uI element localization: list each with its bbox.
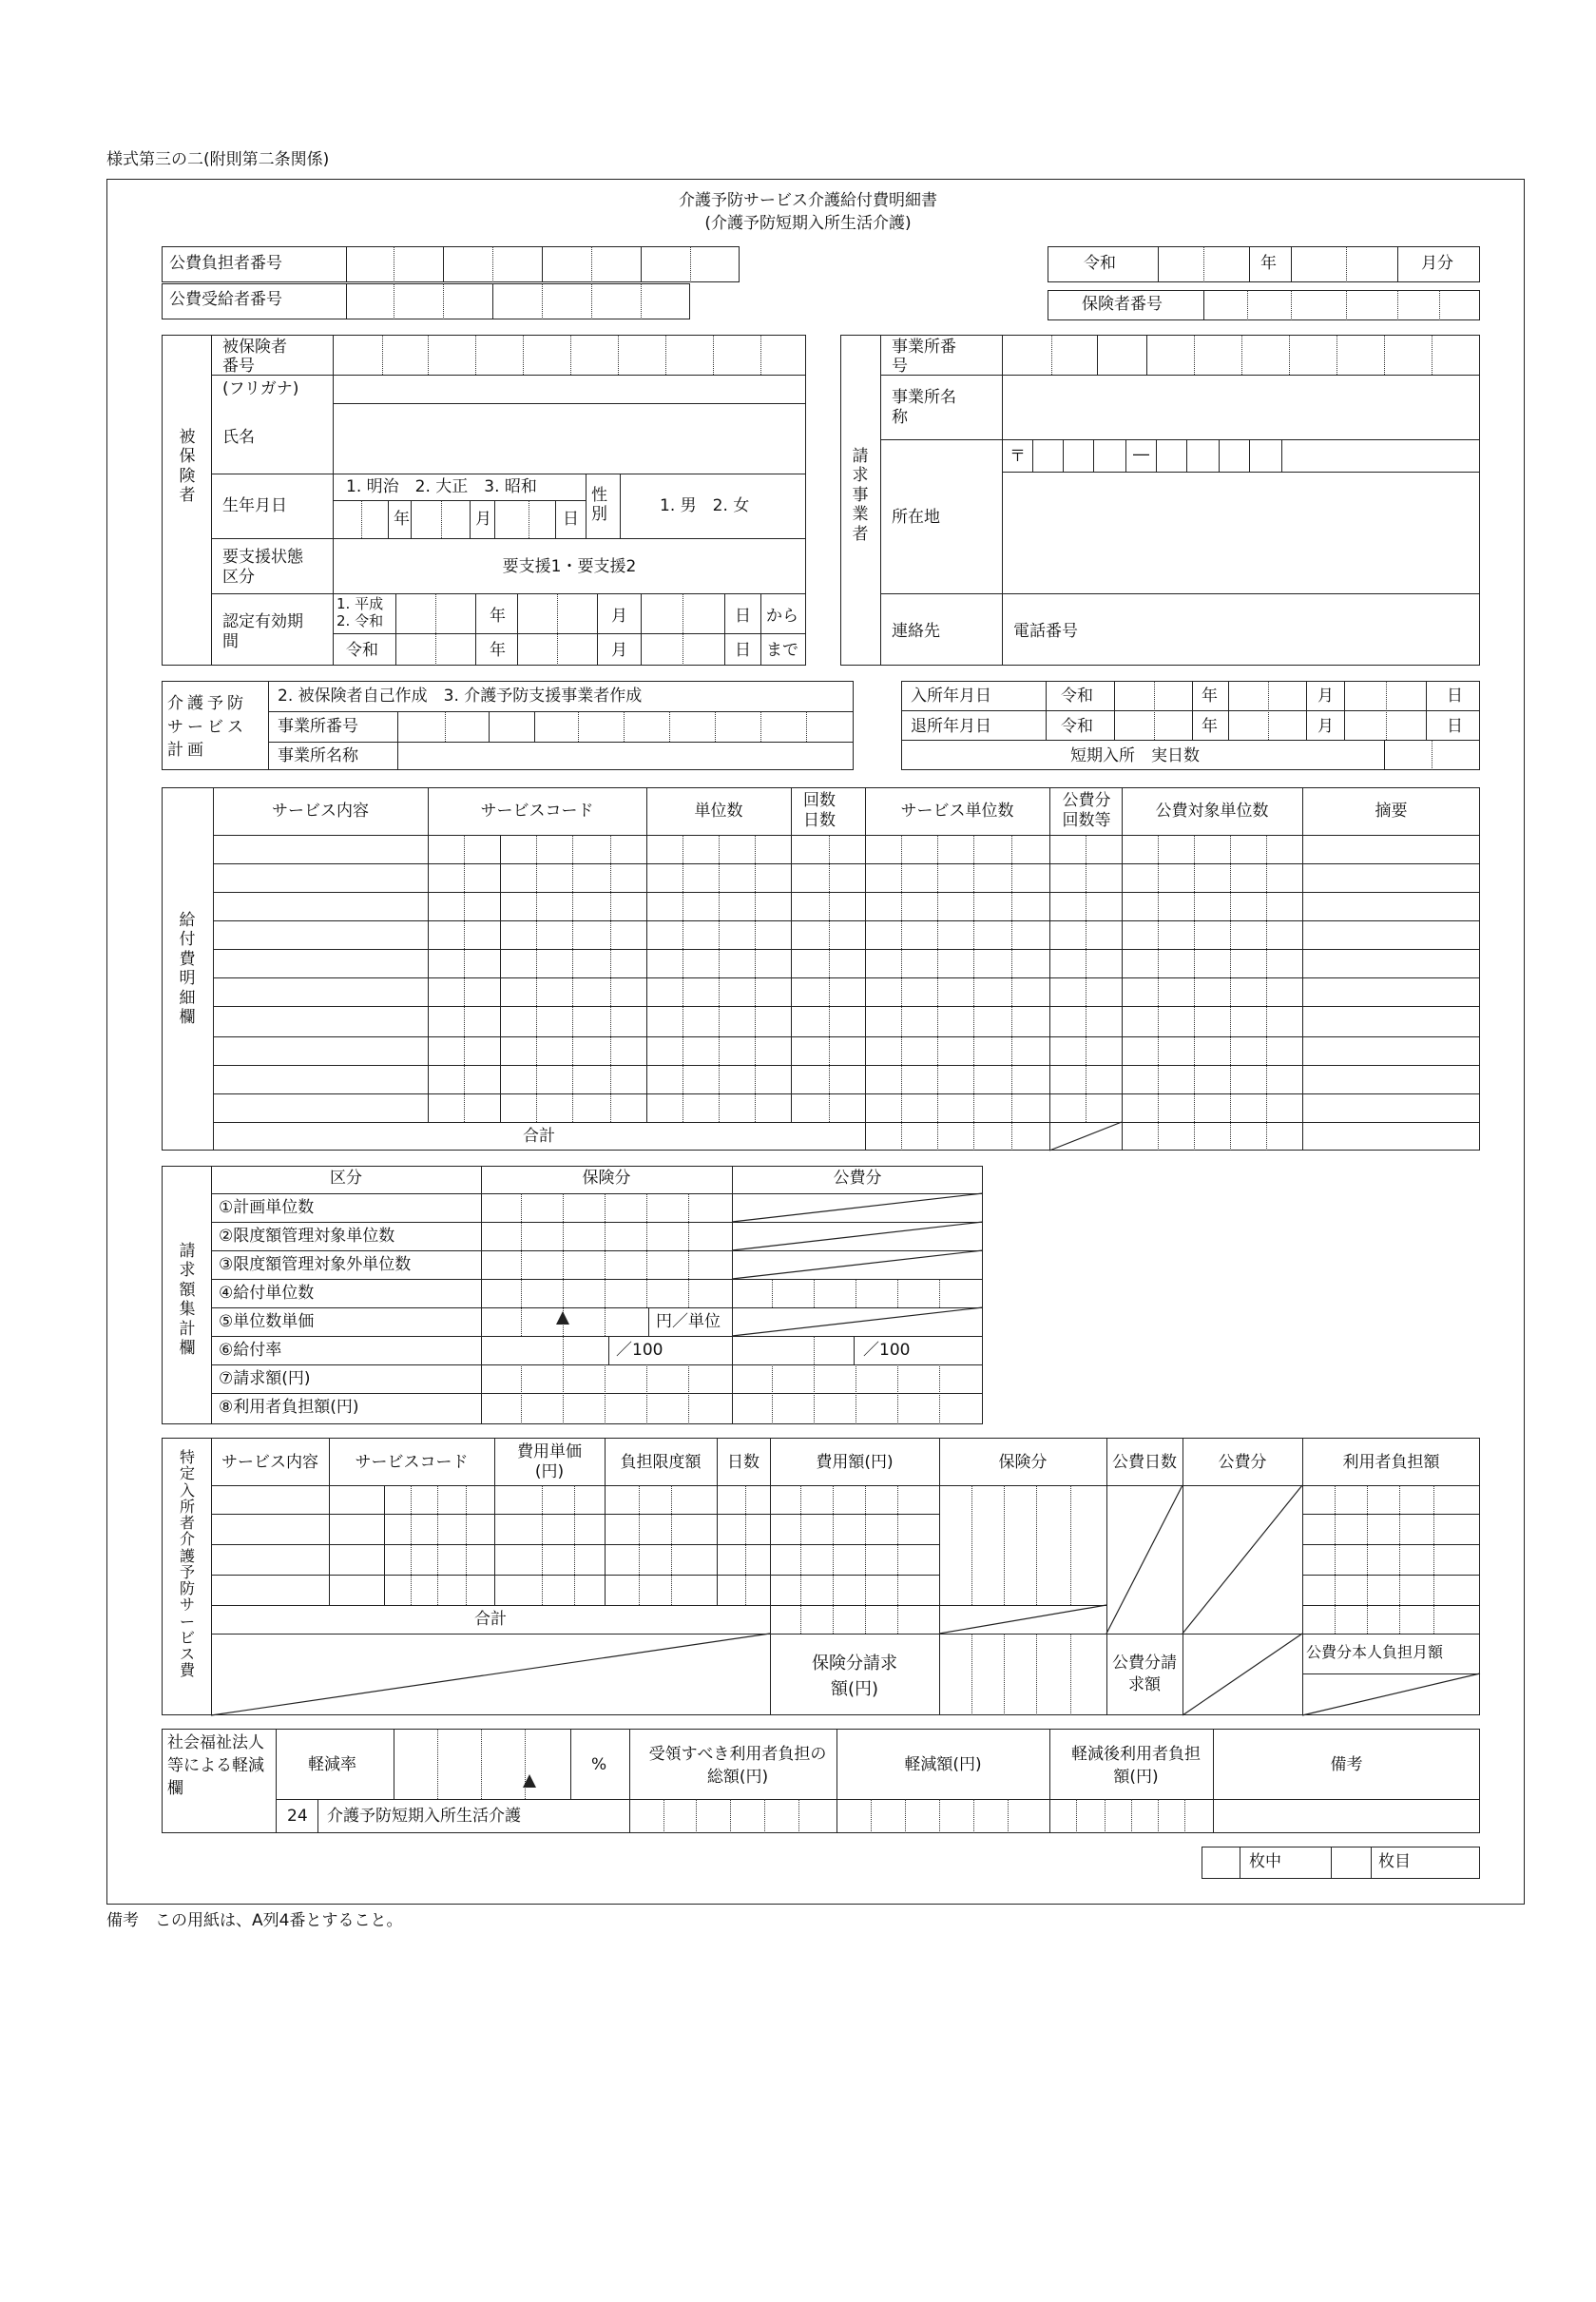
phone-label: 電話番号	[1013, 622, 1078, 641]
form-subtitle: (介護予防短期入所生活介護)	[704, 214, 912, 233]
plan-office-name-input[interactable]	[398, 743, 854, 770]
provider-office-no-input[interactable]	[1003, 335, 1480, 375]
detail-header-public-units: 公費対象単位数	[1155, 802, 1269, 821]
detail-total-label: 合計	[523, 1127, 555, 1146]
special-header-days: 日数	[727, 1453, 760, 1472]
special-insurance-claim-input[interactable]	[940, 1635, 1106, 1715]
service-type-name: 介護予防短期入所生活介護	[327, 1807, 521, 1826]
birth-month-label: 月	[475, 510, 491, 529]
name-label: 氏名	[222, 428, 255, 447]
valid-end-month-label: 月	[611, 641, 627, 660]
public-recipient-no-input[interactable]	[347, 283, 690, 319]
valid-start-month-label: 月	[611, 607, 627, 626]
provider-section-label: 請求事業者	[852, 447, 869, 544]
provider-office-no-label: 事業所番号	[892, 338, 956, 376]
claim-row-benefit-units: ④給付単位数	[219, 1284, 315, 1303]
billing-month-input[interactable]	[1292, 246, 1397, 282]
valid-start-day-label: 日	[735, 607, 751, 626]
yen-per-unit-label: 円／単位	[656, 1312, 721, 1331]
special-header-unit-cost: 費用単価(円)	[517, 1442, 582, 1482]
detail-header-times: 回数日数	[803, 791, 836, 831]
special-header-public-days: 公費日数	[1112, 1453, 1177, 1472]
public-payer-no-input[interactable]	[347, 246, 740, 282]
insured-section-label: 被保険者	[179, 428, 196, 506]
pages-total-input[interactable]	[1202, 1847, 1240, 1879]
plan-office-name-label: 事業所名称	[278, 746, 358, 765]
billing-year-input[interactable]	[1159, 246, 1249, 282]
discharge-month-label: 月	[1317, 717, 1334, 736]
service-type-code: 24	[287, 1807, 308, 1826]
detail-header-units: 単位数	[694, 802, 743, 821]
claim-row-benefit-rate: ⑥給付率	[219, 1341, 282, 1360]
claim-values-input[interactable]	[482, 1194, 983, 1424]
furigana-label: (フリガナ)	[222, 379, 299, 398]
support-level-label: 要支援状態区分	[222, 548, 303, 588]
detail-rows-input[interactable]	[214, 836, 1480, 1122]
address-input[interactable]	[1003, 473, 1480, 593]
gender-options[interactable]: 1. 男 2. 女	[660, 496, 750, 515]
admit-month-label: 月	[1317, 687, 1334, 706]
welfare-values-input[interactable]	[630, 1800, 1480, 1833]
admit-year-label: 年	[1202, 687, 1218, 706]
form-label: 様式第三の二(附則第二条関係)	[106, 150, 330, 169]
welfare-section-label: 社会福祉法人等による軽減欄	[167, 1733, 264, 1798]
special-insurance-claim-label: 保険分請求額(円)	[812, 1654, 897, 1699]
special-rows-input[interactable]	[212, 1486, 939, 1605]
form-title: 介護予防サービス介護給付費明細書	[679, 191, 937, 210]
valid-period-label: 認定有効期間	[222, 612, 303, 652]
reduction-rate-input[interactable]	[394, 1730, 569, 1799]
postal-dash: ―	[1133, 445, 1149, 464]
claim-header-category: 区分	[330, 1169, 362, 1188]
detail-header-service-units: サービス単位数	[900, 802, 1014, 821]
birth-day-label: 日	[563, 510, 579, 529]
claim-row-plan-units: ①計画単位数	[219, 1198, 315, 1217]
public-payer-no-label: 公費負担者番号	[169, 254, 282, 273]
detail-header-summary: 摘要	[1375, 802, 1408, 821]
valid-from-label: から	[766, 607, 798, 626]
birthdate-eras[interactable]: 1. 明治 2. 大正 3. 昭和	[346, 477, 537, 496]
provider-office-name-input[interactable]	[1003, 375, 1480, 439]
special-section-label: 特定入所者介護予防サービス費	[179, 1448, 195, 1680]
valid-end-year-label: 年	[490, 641, 506, 660]
admit-date-label: 入所年月日	[911, 687, 991, 706]
special-insurance-total-slash	[939, 1605, 1106, 1634]
percent-label: %	[591, 1755, 607, 1774]
provider-office-name-label: 事業所名称	[892, 388, 956, 428]
detail-section-label: 給付費明細欄	[179, 911, 196, 1027]
valid-era-heisei[interactable]: 1. 平成	[337, 595, 384, 612]
actual-days-label: 短期入所 実日数	[1070, 746, 1200, 765]
valid-until-label: まで	[766, 641, 798, 660]
detail-header-code: サービスコード	[480, 802, 594, 821]
postal-mark: 〒	[1010, 447, 1026, 466]
billing-era: 令和	[1084, 254, 1116, 273]
billing-month-label: 月分	[1421, 254, 1453, 273]
reduction-amount-label: 軽減額(円)	[904, 1755, 982, 1774]
claim-row-unit-price: ⑤単位数単価	[219, 1312, 315, 1331]
special-header-code: サービスコード	[355, 1453, 469, 1472]
admit-era: 令和	[1061, 687, 1093, 706]
special-public-self-monthly-label: 公費分本人負担月額	[1306, 1643, 1444, 1661]
claim-row-out-limit-units: ③限度額管理対象外単位数	[219, 1255, 412, 1274]
birth-year-label: 年	[394, 510, 410, 529]
pages-total-label: 枚中	[1249, 1852, 1281, 1871]
detail-header-public-times: 公費分回数等	[1062, 791, 1111, 831]
birthdate-label: 生年月日	[222, 496, 287, 515]
valid-end-era: 令和	[346, 641, 378, 660]
special-self-monthly-slash	[1302, 1673, 1480, 1715]
insurer-no-label: 保険者番号	[1082, 295, 1163, 314]
special-header-limit: 負担限度額	[620, 1453, 702, 1472]
discharge-day-label: 日	[1447, 717, 1463, 736]
valid-era-reiwa[interactable]: 2. 令和	[337, 612, 384, 629]
valid-end-day-label: 日	[735, 641, 751, 660]
claim-row-claim-amount: ⑦請求額(円)	[219, 1369, 311, 1388]
detail-header-service: サービス内容	[272, 802, 369, 821]
claim-section-label: 請求額集計欄	[179, 1242, 196, 1358]
public-recipient-no-label: 公費受給者番号	[169, 290, 282, 309]
claim-row-limit-units: ②限度額管理対象単位数	[219, 1227, 395, 1246]
special-public-claim-label: 公費分請求額	[1112, 1654, 1177, 1694]
insurer-no-input[interactable]	[1204, 290, 1480, 320]
reduction-rate-label: 軽減率	[308, 1755, 356, 1774]
claim-header-public: 公費分	[833, 1169, 882, 1188]
special-bottom-left-slash	[211, 1634, 770, 1715]
support-level-options[interactable]: 要支援1・要支援2	[502, 557, 637, 576]
discharge-year-label: 年	[1202, 717, 1218, 736]
plan-office-no-input[interactable]	[398, 711, 854, 742]
special-header-service: サービス内容	[221, 1453, 318, 1472]
insured-no-input[interactable]	[334, 335, 806, 375]
special-total-label: 合計	[474, 1610, 507, 1629]
special-header-cost: 費用額(円)	[816, 1453, 894, 1472]
discharge-era: 令和	[1061, 717, 1093, 736]
address-label: 所在地	[892, 508, 940, 527]
admit-day-label: 日	[1447, 687, 1463, 706]
page-number-input[interactable]	[1332, 1847, 1371, 1879]
valid-start-year-label: 年	[490, 607, 506, 626]
plan-office-no-label: 事業所番号	[278, 717, 358, 736]
phone-input[interactable]	[1093, 594, 1480, 666]
special-header-user-burden: 利用者負担額	[1342, 1453, 1440, 1472]
page-number-label: 枚目	[1378, 1852, 1411, 1871]
name-input[interactable]	[334, 403, 806, 474]
plan-options[interactable]: 2. 被保険者自己作成 3. 介護予防支援事業者作成	[278, 687, 643, 706]
gender-label: 性別	[591, 486, 607, 524]
claim-header-insurance: 保険分	[582, 1169, 631, 1188]
furigana-input[interactable]	[334, 375, 806, 403]
actual-days-input[interactable]	[1385, 741, 1480, 770]
postal-code-input[interactable]	[1033, 439, 1281, 472]
special-public-slash	[1183, 1485, 1302, 1634]
insurance-rate-per100: ／100	[616, 1341, 663, 1360]
claim-row-user-burden: ⑧利用者負担額(円)	[219, 1398, 359, 1417]
public-rate-per100: ／100	[863, 1341, 911, 1360]
after-reduction-label: 軽減後利用者負担額(円)	[1071, 1745, 1201, 1787]
special-public-days-slash	[1106, 1485, 1183, 1634]
special-header-public: 公費分	[1218, 1453, 1267, 1472]
billing-year-label: 年	[1260, 254, 1277, 273]
discharge-date-label: 退所年月日	[911, 717, 991, 736]
remarks-label: 備考	[1330, 1755, 1363, 1774]
special-public-claim-slash	[1183, 1634, 1302, 1715]
footnote: 備考 この用紙は、A列4番とすること。	[106, 1911, 403, 1930]
insured-no-label: 被保険者番号	[222, 338, 287, 376]
plan-label: 介護予防サービス計画	[167, 694, 247, 761]
total-burden-label: 受領すべき利用者負担の総額(円)	[648, 1745, 827, 1787]
detail-total-slash	[1049, 1122, 1122, 1151]
special-header-insurance: 保険分	[998, 1453, 1048, 1472]
contact-label: 連絡先	[892, 622, 940, 641]
